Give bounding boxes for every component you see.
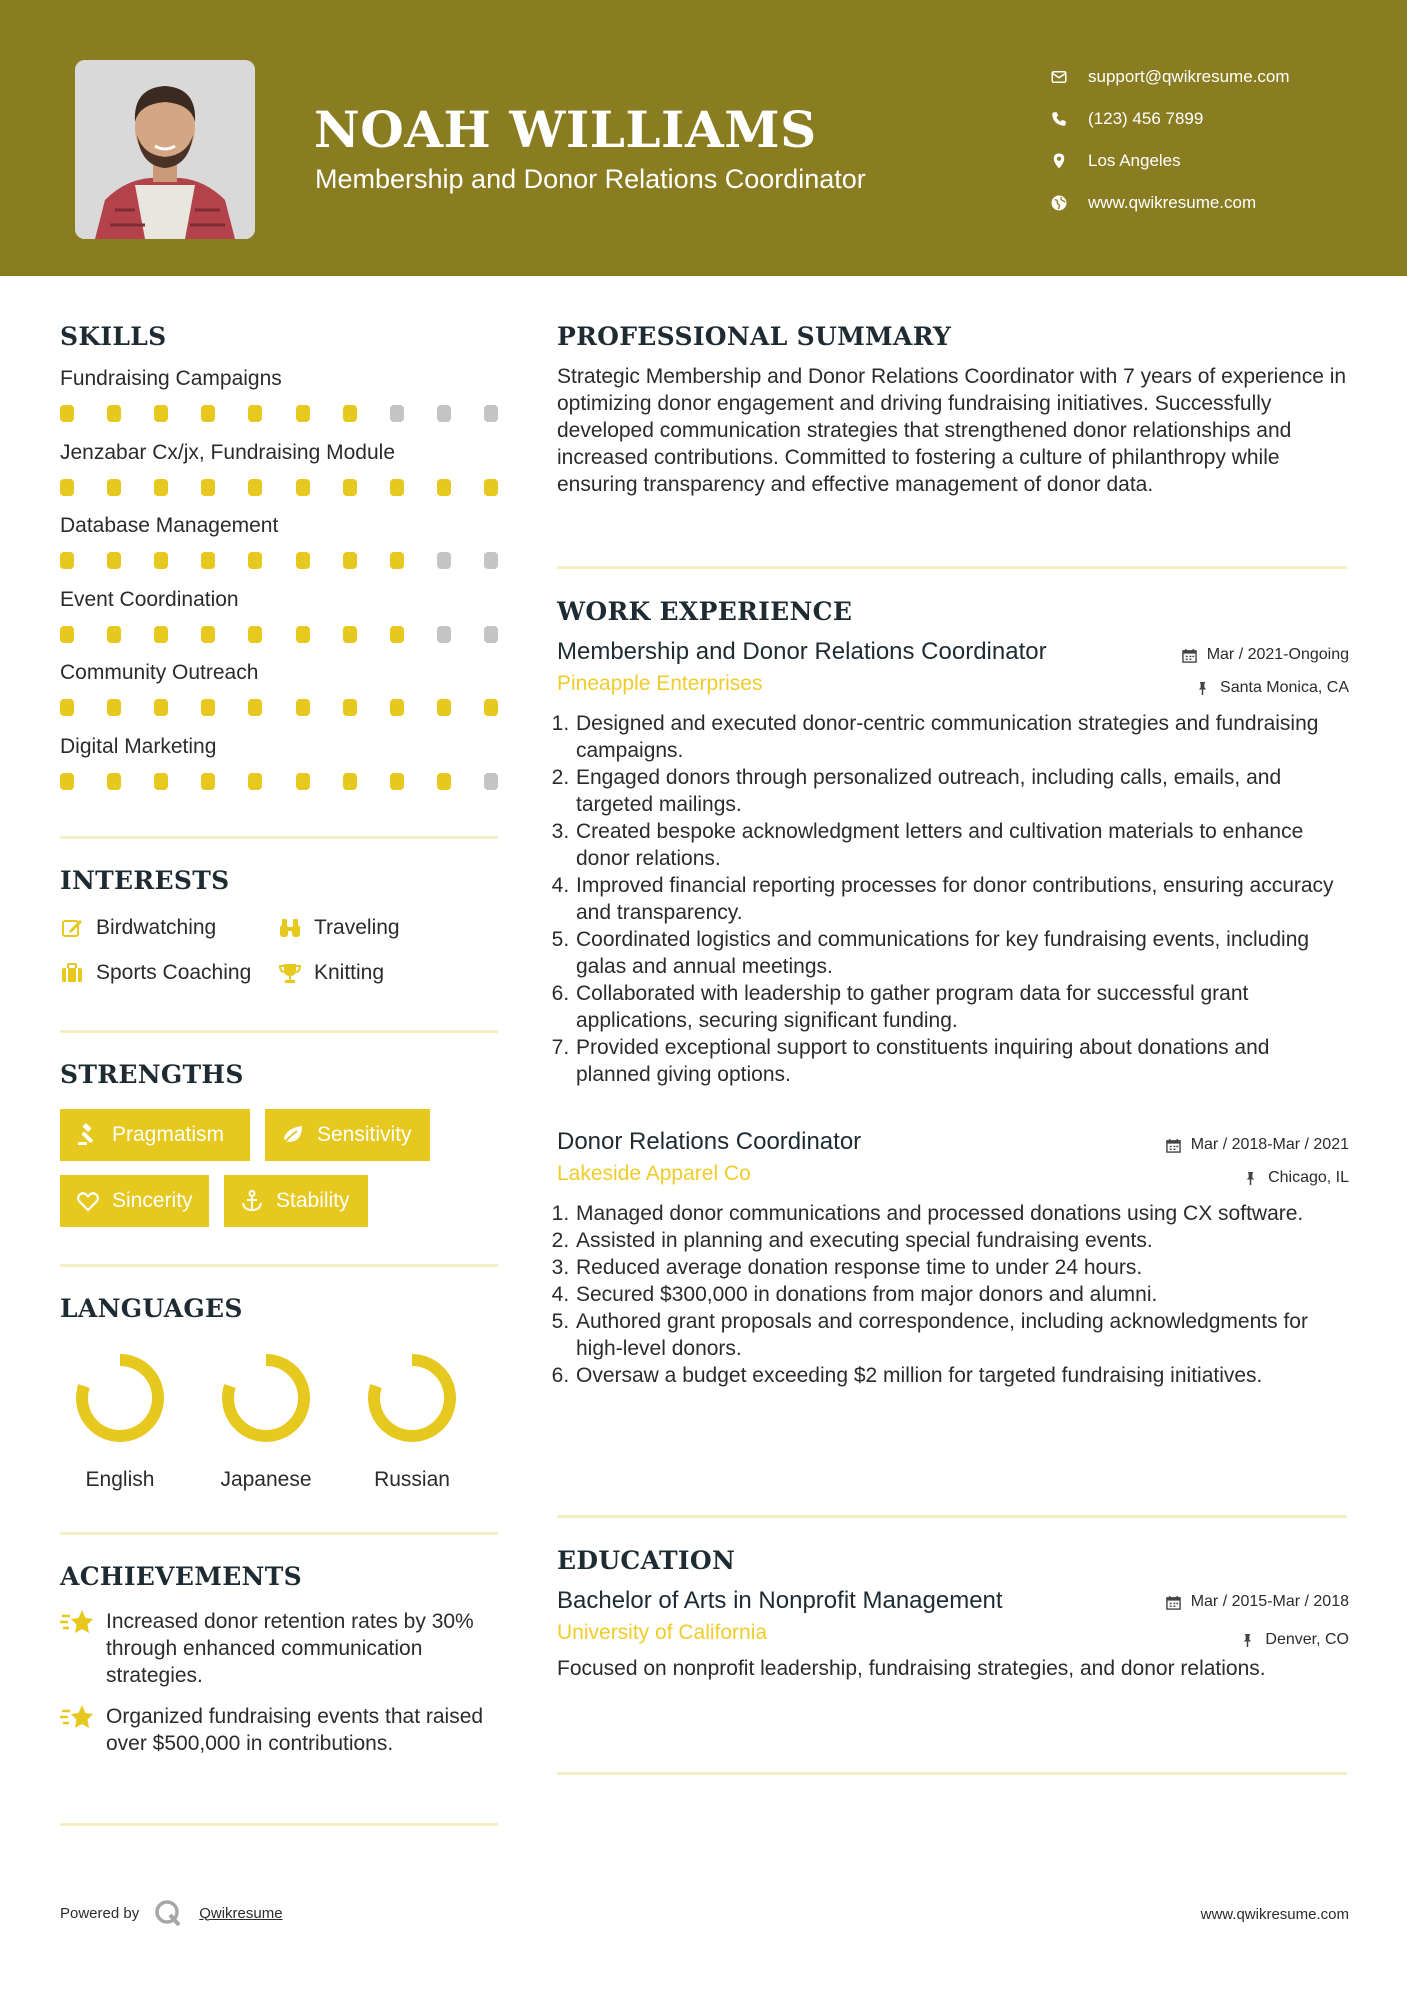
rating-dot (201, 405, 215, 422)
pushpin-icon (1195, 681, 1210, 696)
interest-label: Knitting (314, 960, 385, 984)
education-section (557, 1546, 1349, 1682)
rating-dot (437, 773, 451, 790)
star-icon (60, 1703, 94, 1733)
job-location-text: Chicago, IL (1268, 1169, 1349, 1186)
skill-name: Event Coordination (60, 587, 239, 611)
language-proficiency-ring (70, 1348, 170, 1448)
interests-list (60, 905, 498, 995)
education-location (1240, 1631, 1349, 1649)
anchor-icon (240, 1189, 264, 1213)
language-proficiency-arc (82, 1360, 158, 1436)
school-name: University of California (557, 1621, 768, 1644)
rating-dot (296, 479, 310, 496)
rating-dot (484, 699, 498, 716)
summary-text: Strategic Membership and Donor Relations Coordinator with 7 years of experience in optimizing donor engagement and driving fundraising initiatives. Successfully developed communication strategies that strengthened donor relationships and increased contributions. Committed to fostering a culture of philanthropy while ensuring transparency and effective management of donor data. (557, 365, 1347, 496)
summary-heading: PROFESSIONAL SUMMARY (557, 322, 952, 351)
section-divider (60, 1030, 498, 1033)
job-location-text: Santa Monica, CA (1220, 679, 1349, 696)
rating-dot (60, 405, 74, 422)
responsibility-item: 7. Provided exceptional support to constituents inquiring about donations and planned giving options. (575, 1034, 1349, 1088)
rating-dot (296, 699, 310, 716)
skill-rating (60, 405, 498, 423)
strength-label: Pragmatism (112, 1123, 225, 1146)
rating-dot (437, 479, 451, 496)
job-company: Lakeside Apparel Co (557, 1162, 751, 1185)
rating-dot (296, 405, 310, 422)
job-responsibilities (557, 1200, 1349, 1389)
language-proficiency-ring (216, 1348, 316, 1448)
skill-item (60, 365, 498, 439)
qwikresume-link[interactable]: Qwikresume (199, 1904, 283, 1922)
job-entry (557, 638, 1349, 1088)
rating-dot (107, 405, 121, 422)
skill-item (60, 512, 498, 586)
skill-item (60, 733, 498, 807)
rating-dot (60, 773, 74, 790)
rating-dot (107, 699, 121, 716)
contact-list (1050, 56, 1290, 224)
rating-dot (437, 699, 451, 716)
rating-dot (437, 626, 451, 643)
rating-dot (437, 552, 451, 569)
responsibility-item: 6. Oversaw a budget exceeding $2 million for targeted fundraising initiatives. (575, 1362, 1349, 1389)
calendar-icon (1182, 648, 1197, 663)
strength-tag (224, 1175, 368, 1227)
interest-label: Traveling (314, 915, 400, 939)
skill-name: Fundraising Campaigns (60, 367, 282, 390)
rating-dot (201, 699, 215, 716)
interest-item (60, 961, 278, 985)
language-label: Russian (374, 1468, 450, 1491)
language-label: Japanese (220, 1468, 312, 1491)
education-dates-text: Mar / 2015-Mar / 2018 (1190, 1593, 1349, 1610)
contact-website-text: www.qwikresume.com (1088, 193, 1257, 212)
rating-dot (296, 773, 310, 790)
rating-dot (343, 699, 357, 716)
rating-dot (154, 773, 168, 790)
rating-dot (390, 552, 404, 569)
trophy-icon (278, 961, 302, 985)
achievements-section (60, 1562, 498, 1591)
skill-name: Digital Marketing (60, 734, 217, 758)
contact-phone[interactable] (1050, 98, 1290, 140)
responsibility-item: 2. Engaged donors through personalized outreach, including calls, emails, and targeted mailings. (575, 764, 1349, 818)
language-item (50, 1348, 190, 1492)
interest-item (60, 916, 278, 940)
skill-rating (60, 552, 498, 570)
rating-dot (60, 699, 74, 716)
language-proficiency-ring (362, 1348, 462, 1448)
section-divider (60, 1264, 498, 1267)
strength-label: Stability (276, 1189, 350, 1212)
rating-dot (248, 552, 262, 569)
job-responsibilities (557, 710, 1349, 1088)
language-item (342, 1348, 482, 1492)
rating-dot (437, 405, 451, 422)
calendar-icon (1166, 1595, 1181, 1610)
rating-dot (484, 479, 498, 496)
achievement-item (60, 1703, 500, 1757)
rating-dot (343, 405, 357, 422)
rating-dot (154, 699, 168, 716)
responsibility-item: 4. Secured $300,000 in donations from major donors and alumni. (575, 1281, 1349, 1308)
section-divider (557, 1515, 1347, 1518)
interests-section (60, 866, 498, 995)
footer-powered-by (60, 1898, 283, 1928)
rating-dot (248, 479, 262, 496)
map-pin-icon (1050, 152, 1068, 170)
contact-location-text: Los Angeles (1088, 151, 1181, 170)
calendar-icon (1166, 1138, 1181, 1153)
strength-tag (60, 1109, 250, 1161)
rating-dot (484, 626, 498, 643)
qwikresume-logo-icon (153, 1898, 183, 1928)
leaf-icon (281, 1123, 305, 1147)
job-dates (1166, 1136, 1349, 1154)
education-entry (557, 1587, 1349, 1682)
globe-icon (1050, 194, 1068, 212)
envelope-icon (1050, 68, 1068, 86)
languages-heading: LANGUAGES (60, 1294, 243, 1323)
languages-section (60, 1294, 498, 1323)
gavel-icon (76, 1123, 100, 1147)
interests-row (60, 950, 498, 995)
job-location (1243, 1169, 1349, 1187)
interests-heading: INTERESTS (60, 866, 230, 895)
rating-dot (484, 405, 498, 422)
rating-dot (107, 773, 121, 790)
rating-dot (390, 405, 404, 422)
skill-name: Community Outreach (60, 661, 259, 684)
language-label: English (85, 1468, 155, 1491)
contact-website[interactable] (1050, 182, 1290, 224)
skills-list (60, 365, 498, 806)
candidate-title: Membership and Donor Relations Coordinator (315, 164, 866, 194)
skill-rating (60, 773, 498, 791)
education-dates (1166, 1593, 1349, 1611)
education-heading: EDUCATION (557, 1546, 736, 1575)
achievements-heading: ACHIEVEMENTS (60, 1562, 302, 1591)
skill-item (60, 659, 498, 733)
skill-rating (60, 699, 498, 717)
interest-item (278, 916, 400, 940)
rating-dot (154, 405, 168, 422)
job-dates-text: Mar / 2021-Ongoing (1206, 646, 1349, 663)
job-title: Donor Relations Coordinator (557, 1128, 862, 1155)
rating-dot (201, 773, 215, 790)
education-location-text: Denver, CO (1265, 1631, 1349, 1648)
rating-dot (154, 626, 168, 643)
rating-dot (60, 626, 74, 643)
responsibility-item: 3. Reduced average donation response time to under 24 hours. (575, 1254, 1349, 1281)
rating-dot (154, 479, 168, 496)
achievement-text: Organized fundraising events that raised over $500,000 in contributions. (106, 1705, 484, 1755)
job-company: Pineapple Enterprises (557, 672, 763, 695)
skill-name: Jenzabar Cx/jx, Fundraising Module (60, 440, 395, 464)
strength-tag (265, 1109, 430, 1161)
language-item (196, 1348, 336, 1492)
skill-rating (60, 479, 498, 497)
responsibility-item: 2. Assisted in planning and executing special fundraising events. (575, 1227, 1349, 1254)
rating-dot (248, 405, 262, 422)
job-title: Membership and Donor Relations Coordinator (557, 638, 1047, 665)
strength-tag (60, 1175, 209, 1227)
interest-item (278, 961, 384, 985)
rating-dot (248, 773, 262, 790)
star-icon (60, 1608, 94, 1638)
section-divider (557, 1772, 1347, 1775)
rating-dot (60, 552, 74, 569)
rating-dot (390, 699, 404, 716)
strength-label: Sensitivity (317, 1123, 412, 1146)
rating-dot (296, 626, 310, 643)
section-divider (60, 836, 498, 839)
summary-section (557, 322, 1349, 498)
rating-dot (107, 479, 121, 496)
skill-item (60, 586, 498, 660)
footer-website[interactable]: www.qwikresume.com (1200, 1906, 1349, 1923)
responsibility-item: 3. Created bespoke acknowledgment letters and cultivation materials to enhance donor relations. (575, 818, 1349, 872)
responsibility-item: 5. Coordinated logistics and communications for key fundraising events, including galas and annual meetings. (575, 926, 1349, 980)
rating-dot (296, 552, 310, 569)
degree-title: Bachelor of Arts in Nonprofit Management (557, 1587, 1003, 1614)
rating-dot (484, 552, 498, 569)
responsibility-item: 4. Improved financial reporting processes for donor contributions, ensuring accuracy and transparency. (575, 872, 1349, 926)
rating-dot (248, 626, 262, 643)
education-description: Focused on nonprofit leadership, fundraising strategies, and donor relations. (557, 1657, 1266, 1680)
rating-dot (343, 773, 357, 790)
rating-dot (390, 773, 404, 790)
skill-rating (60, 626, 498, 644)
responsibility-item: 1. Designed and executed donor-centric communication strategies and fundraising campaigns. (575, 710, 1349, 764)
rating-dot (107, 626, 121, 643)
powered-by-text: Powered by (60, 1904, 140, 1922)
rating-dot (343, 552, 357, 569)
strengths-section (60, 1060, 498, 1089)
language-proficiency-arc (228, 1360, 304, 1436)
job-dates (1182, 646, 1349, 664)
binoculars-icon (278, 916, 302, 940)
job-entry (557, 1128, 1349, 1389)
pushpin-icon (1243, 1171, 1258, 1186)
contact-phone-text: (123) 456 7899 (1088, 109, 1204, 128)
interests-row (60, 905, 498, 950)
experience-heading: WORK EXPERIENCE (557, 597, 853, 626)
rating-dot (484, 773, 498, 790)
rating-dot (343, 626, 357, 643)
achievement-item (60, 1608, 500, 1689)
contact-email[interactable] (1050, 56, 1290, 98)
rating-dot (154, 552, 168, 569)
rating-dot (248, 699, 262, 716)
interest-label: Birdwatching (96, 915, 217, 939)
rating-dot (343, 479, 357, 496)
strengths-heading: STRENGTHS (60, 1060, 244, 1089)
phone-icon (1050, 110, 1068, 128)
responsibility-item: 5. Authored grant proposals and correspondence, including acknowledgments for high-level donors. (575, 1308, 1349, 1362)
job-location (1195, 679, 1349, 697)
responsibility-item: 6. Collaborated with leadership to gather program data for successful grant applications, securing significant funding. (575, 980, 1349, 1034)
contact-location (1050, 140, 1290, 182)
section-divider (60, 1532, 498, 1535)
rating-dot (390, 626, 404, 643)
edit-icon (60, 916, 84, 940)
resume-header (0, 0, 1407, 276)
contact-email-text: support@qwikresume.com (1088, 67, 1290, 86)
job-dates-text: Mar / 2018-Mar / 2021 (1190, 1136, 1349, 1153)
rating-dot (201, 626, 215, 643)
skills-heading: SKILLS (60, 322, 167, 351)
strength-label: Sincerity (112, 1189, 193, 1212)
skill-item (60, 439, 498, 513)
rating-dot (390, 479, 404, 496)
candidate-name: NOAH WILLIAMS (314, 100, 817, 159)
experience-section (557, 597, 1349, 1389)
profile-photo (75, 60, 255, 239)
rating-dot (201, 552, 215, 569)
rating-dot (201, 479, 215, 496)
section-divider (557, 566, 1347, 569)
heart-icon (76, 1189, 100, 1213)
skills-section (60, 322, 498, 806)
pushpin-icon (1240, 1633, 1255, 1648)
achievement-text: Increased donor retention rates by 30% through enhanced communication strategies. (106, 1610, 474, 1687)
rating-dot (60, 479, 74, 496)
responsibility-item: 1. Managed donor communications and processed donations using CX software. (575, 1200, 1349, 1227)
section-divider (60, 1823, 498, 1826)
rating-dot (107, 552, 121, 569)
interest-label: Sports Coaching (96, 960, 252, 984)
skill-name: Database Management (60, 514, 279, 537)
language-proficiency-arc (374, 1360, 450, 1436)
briefcase-icon (60, 961, 84, 985)
